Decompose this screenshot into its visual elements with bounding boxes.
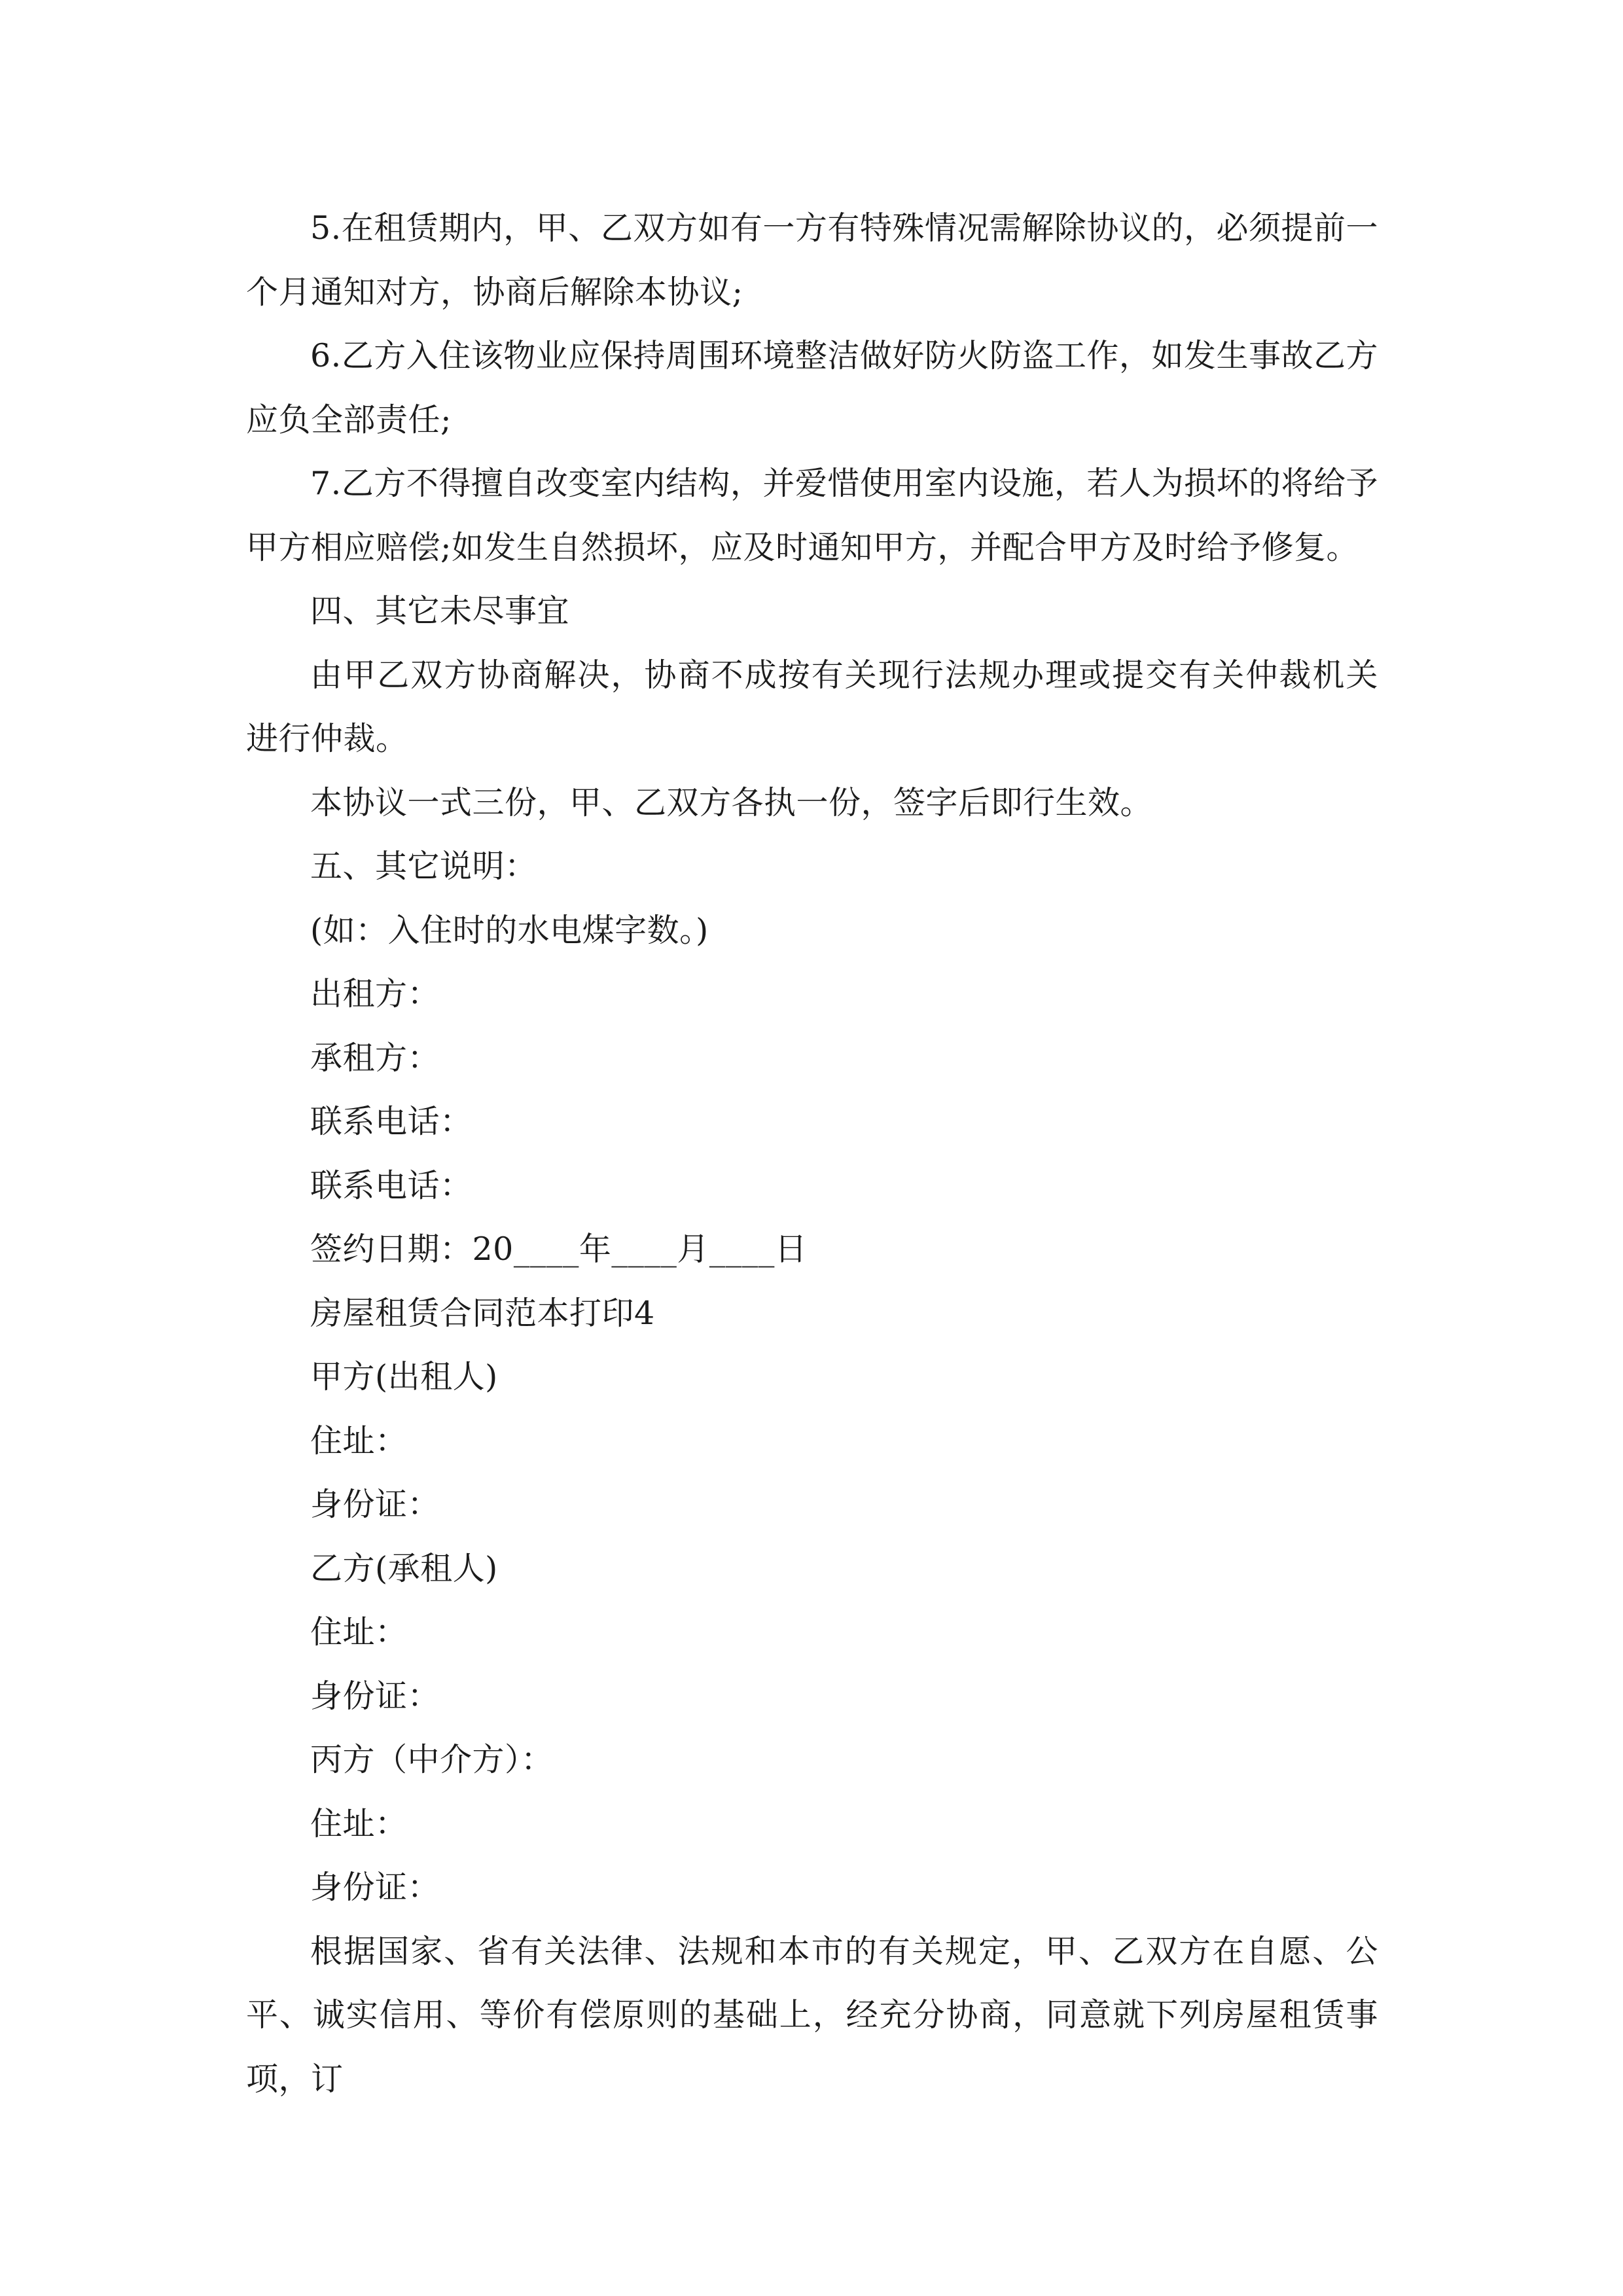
note-example: (如：入住时的水电煤字数。)	[310, 911, 709, 949]
lessor-label: 出租方：	[310, 975, 440, 1013]
clause-5: 5.在租赁期内，甲、乙双方如有一方有特殊情况需解除协议的，必须提前一个月通知对方，协商后解除本协议;	[246, 209, 1378, 311]
party-c-id: 身份证：	[310, 1869, 440, 1906]
party-b-id: 身份证：	[310, 1677, 440, 1715]
party-a-id: 身份证：	[310, 1486, 440, 1523]
section-heading-5: 五、其它说明：	[310, 848, 537, 885]
signing-date: 签约日期：20____年____月____日	[310, 1230, 808, 1268]
party-c-label: 丙方（中介方）：	[310, 1741, 554, 1778]
contract-title: 房屋租赁合同范本打印4	[310, 1294, 655, 1332]
party-b-address: 住址：	[310, 1613, 408, 1651]
party-a-address: 住址：	[310, 1422, 408, 1460]
section-heading-4: 四、其它未尽事宜	[310, 592, 570, 630]
party-b-label: 乙方(承租人)	[310, 1549, 498, 1587]
dispute-resolution-text: 由甲乙双方协商解决，协商不成按有关现行法规办理或提交有关仲裁机关进行仲裁。	[246, 656, 1378, 757]
copies-statement: 本协议一式三份，甲、乙双方各执一份，签字后即行生效。	[310, 783, 1153, 821]
document-body	[246, 196, 1378, 2111]
preamble-text: 根据国家、省有关法律、法规和本市的有关规定，甲、乙双方在自愿、公平、诚实信用、等价有偿原则的基础上，经充分协商，同意就下列房屋租赁事项，订	[246, 1932, 1378, 2098]
party-c-address: 住址：	[310, 1804, 408, 1842]
lessee-label: 承租方：	[310, 1039, 440, 1077]
party-a-label: 甲方(出租人)	[310, 1358, 498, 1395]
phone-label-2: 联系电话：	[310, 1166, 473, 1204]
clause-7: 7.乙方不得擅自改变室内结构，并爱惜使用室内设施，若人为损坏的将给予甲方相应赔偿;如发生自然损坏，应及时通知甲方，并配合甲方及时给予修复。	[246, 465, 1378, 566]
clause-6: 6.乙方入住该物业应保持周围环境整洁做好防火防盗工作，如发生事故乙方应负全部责任;	[246, 337, 1378, 439]
phone-label-1: 联系电话：	[310, 1103, 473, 1140]
